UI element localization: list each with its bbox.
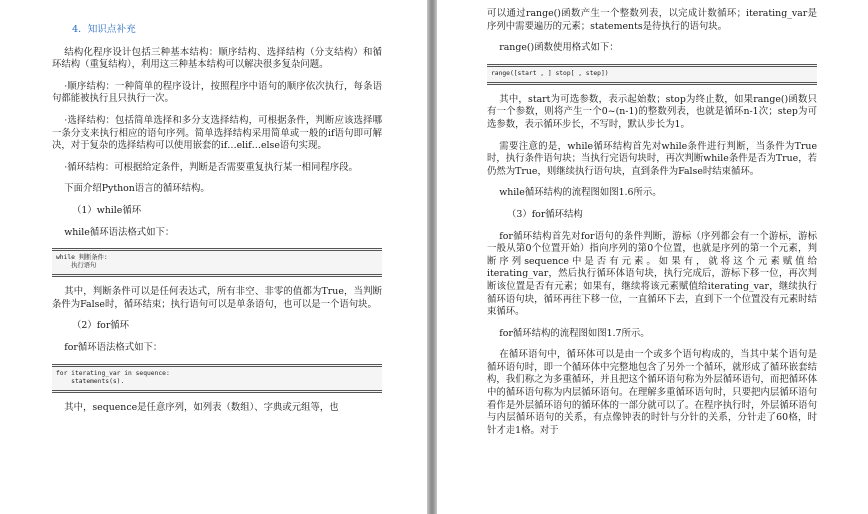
subsection-heading: （2）for循环 — [72, 320, 130, 332]
page-gutter — [427, 0, 437, 514]
code-text: while 判断条件: 执行语句 — [56, 254, 108, 270]
paragraph: 需要注意的是，while循环结构首先对while条件进行判断，当条件为True时，执行条件语句块；当执行完语句块时，再次判断while条件是否为True，若仍然为True，则继续执行语句块，直到条件为False时结束循环。 — [487, 140, 817, 177]
paragraph: while循环结构的流程图如图1.6所示。 — [499, 187, 662, 199]
paragraph: 其中，判断条件可以是任何表达式，所有非空、非零的值都为True，当判断条件为False时，循环结束；执行语句可以是单条语句，也可以是一个语句块。 — [52, 286, 382, 310]
code-block — [487, 64, 817, 85]
code-text: for iterating_var in sequence: statements(s). — [56, 369, 170, 385]
paragraph: 可以通过range()函数产生一个整数列表，以完成计数循环；iterating_var是序列中需要遍历的元素；statements是待执行的语句块。 — [487, 8, 817, 32]
paragraph: ·循环结构：可根据给定条件，判断是否需要重复执行某一相同程序段。 — [64, 161, 358, 173]
paragraph: for循环语法格式如下： — [64, 341, 163, 353]
right-column — [487, 8, 817, 437]
code-block — [52, 364, 382, 393]
paragraph: 结构化程序设计包括三种基本结构：顺序结构、选择结构（分支结构）和循环结构（重复结构），利用这三种基本结构可以解决很多复杂问题。 — [52, 46, 382, 71]
paragraph: for循环结构的流程图如图1.7所示。 — [499, 327, 650, 339]
paragraph: range()函数使用格式如下： — [499, 42, 619, 54]
paragraph: while循环语法格式如下： — [64, 226, 175, 238]
code-block — [52, 248, 382, 277]
page-left — [0, 0, 427, 514]
left-column — [52, 24, 382, 414]
paragraph: ·选择结构：包括简单选择和多分支选择结构，可根据条件，判断应该选择哪一条分支来执行相应的语句序列。简单选择结构采用简单或一般的if语句即可解决，对于复杂的选择结构可以使用嵌套的if…elif…else语句实现。 — [52, 114, 382, 152]
paragraph: 在循环语句中，循环体可以是由一个或多个语句构成的，当其中某个语句是循环语句时，即一个循环体中完整地包含了另外一个循环，就形成了循环嵌套结构，我们称之为多重循环，并且把这个循环语句称为外层循环语句，而把循环体中的循环语句称为内层循环语句。在理解多重循环语句时，只要把内层循环语句看作是外层循环语句的循环体的一部分就可以了。在程序执行时，外层循环语句与内层循环语句的关系，有点像钟表的时针与分针的关系，分针走了60格，时针才走1格。对于 — [487, 349, 817, 436]
subsection-heading: （3）for循环结构 — [507, 208, 583, 220]
page-right — [437, 0, 868, 514]
section-heading: 4．知识点补充 — [72, 24, 136, 35]
paragraph: 下面介绍Python语言的循环结构。 — [64, 183, 210, 195]
subsection-heading: （1）while循环 — [72, 204, 142, 216]
code-text: range([start , ] stop[ , step]) — [491, 69, 609, 77]
paragraph: 其中，sequence是任意序列，如列表（数组）、字典或元组等，也 — [64, 401, 339, 413]
paragraph: 其中，start为可选参数，表示起始数；stop为终止数，如果range()函数只有一个参数，则将产生一个0~(n-1)的整数列表，也就是循环n-1次；step为可选参数，表示循环步长，不写时，默认步长为1。 — [487, 93, 817, 130]
paragraph: for循环结构首先对for语句的条件判断，游标（序列都会有一个游标，游标一般从第0个位置开始）指向序列的第0个位置，也就是序列的第一个元素，判断序列sequence中是否有元素。如果有，就将这个元素赋值给iterating_var，然后执行循环体语句块，执行完成后，游标下移一位，再次判断该位置是否有元素；如果有，继续将该元素赋值给iterating_var，继续执行循环语句块，循环再往下移一位，一直循环下去，直到下一个位置没有元素时结束循环。 — [487, 230, 817, 318]
paragraph: ·顺序结构：一种简单的程序设计，按照程序中语句的顺序依次执行，每条语句都能被执行且只执行一次。 — [52, 80, 382, 105]
